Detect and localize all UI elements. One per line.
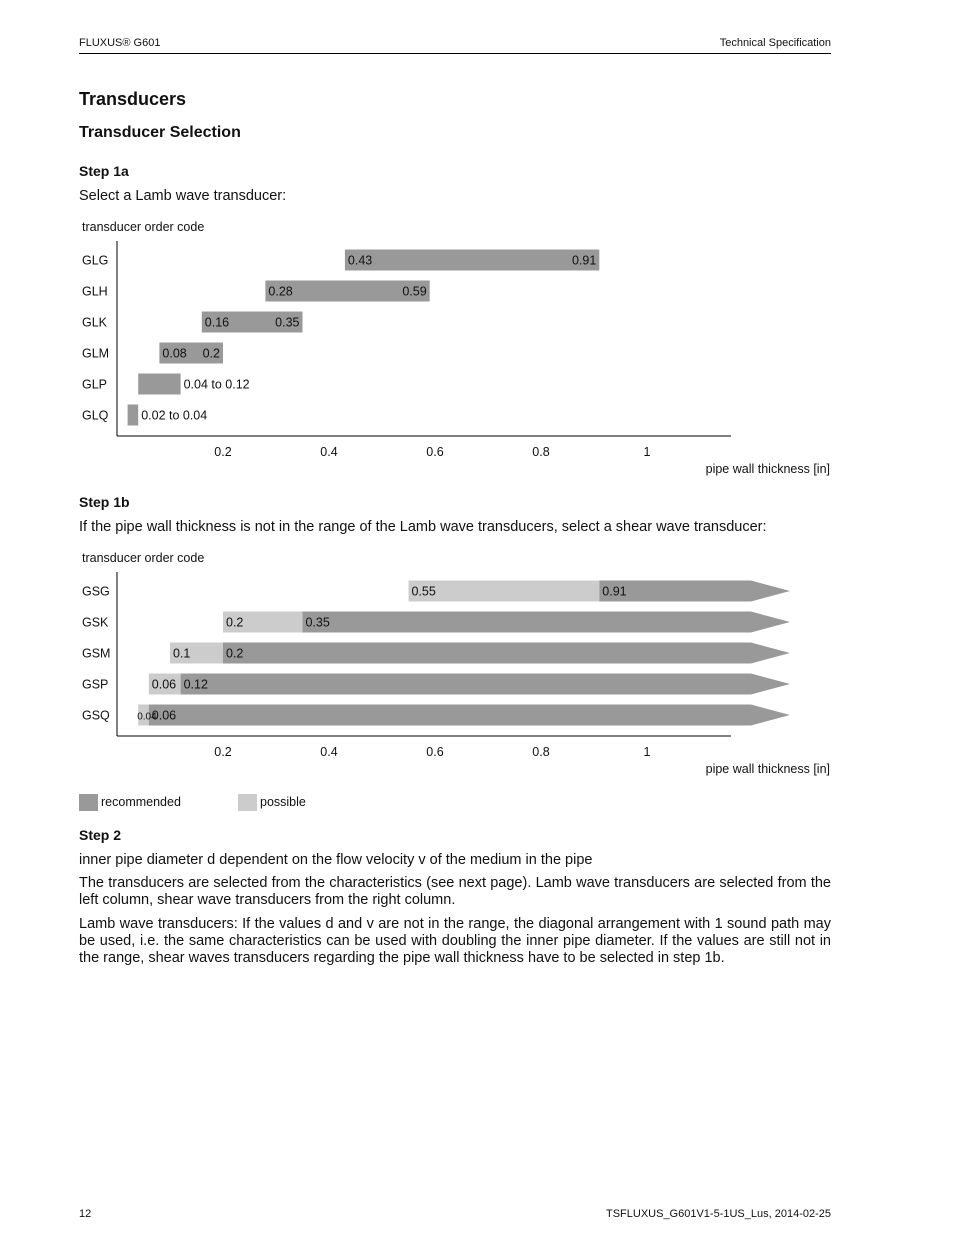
transducer-code-label: GSG <box>82 584 110 599</box>
range-start-label: 0.55 <box>411 584 436 599</box>
step2-heading: Step 2 <box>79 827 122 843</box>
x-tick-label: 1 <box>643 445 651 459</box>
x-tick-label: 0.8 <box>532 445 550 459</box>
step1a-heading: Step 1a <box>79 163 129 179</box>
x-axis-title: pipe wall thickness [in] <box>705 762 830 776</box>
possible-range-bar <box>409 581 600 602</box>
page-title: Transducers <box>79 89 187 109</box>
range-end-label: 0.2 <box>202 346 220 361</box>
range-start-label: 0.04 <box>137 711 157 723</box>
recommended-range-bar <box>128 405 139 426</box>
range-start-label: 0.16 <box>204 315 230 330</box>
step1b-heading: Step 1b <box>79 494 130 510</box>
footer-page-number: 12 <box>79 1208 92 1220</box>
header-rule <box>79 53 831 54</box>
header-product: FLUXUS® G601 <box>79 37 161 49</box>
range-start-label: 0.08 <box>162 346 187 361</box>
y-axis-title: transducer order code <box>82 220 205 234</box>
transducer-code-label: GLP <box>82 377 108 392</box>
transducer-code-label: GSK <box>82 615 109 630</box>
range-start-label: 0.28 <box>268 284 293 299</box>
x-tick-label: 0.6 <box>426 445 444 459</box>
legend-label-recommended: recommended <box>101 795 181 809</box>
recommended-start-label: 0.35 <box>305 615 330 630</box>
legend-label-possible: possible <box>260 795 306 809</box>
transducer-code-label: GSQ <box>82 708 110 723</box>
footer-doc-id: TSFLUXUS_G601V1-5-1US_Lus, 2014-02-25 <box>605 1208 831 1220</box>
recommended-range-arrow <box>223 643 790 664</box>
transducer-code-label: GLK <box>82 315 108 330</box>
recommended-start-label: 0.2 <box>226 646 244 661</box>
step2-paragraph-2: The transducers are selected from the characteristics (see next page). Lamb wave transducers are selected from the left column, shear wave transducers from the right column. <box>79 875 831 908</box>
transducer-code-label: GLG <box>82 253 109 268</box>
recommended-start-label: 0.12 <box>183 677 208 692</box>
x-tick-label: 0.4 <box>320 745 338 759</box>
transducer-code-label: GSM <box>82 646 111 661</box>
step2-paragraph-1: inner pipe diameter d dependent on the flow velocity v of the medium in the pipe <box>79 852 593 868</box>
transducer-code-label: GLQ <box>82 408 109 423</box>
recommended-range-bar <box>138 374 180 395</box>
range-start-label: 0.2 <box>226 615 244 630</box>
x-tick-label: 0.6 <box>426 745 444 759</box>
x-tick-label: 0.2 <box>214 745 232 759</box>
range-end-label: 0.91 <box>571 253 597 268</box>
transducer-code-label: GLM <box>82 346 110 361</box>
recommended-range-arrow <box>149 705 790 726</box>
range-start-label: 0.43 <box>347 253 373 268</box>
recommended-range-arrow <box>303 612 791 633</box>
x-tick-label: 0.4 <box>320 445 338 459</box>
recommended-start-label: 0.91 <box>602 584 627 599</box>
range-end-label: 0.59 <box>402 284 427 299</box>
step2-paragraph-3: Lamb wave transducers: If the values d and v are not in the range, the diagonal arrangement with 1 sound path may be used, i.e. the same characteristics can be used with doubling the inner pipe diameter. If the values are still not in the range, shear waves transducers regarding the pipe wall thickness have to be selected in step 1b. <box>79 916 831 966</box>
recommended-range-bar <box>345 250 599 271</box>
x-axis-title: pipe wall thickness [in] <box>705 462 830 476</box>
lamb-wave-chart <box>0 215 954 480</box>
transducer-code-label: GSP <box>82 677 109 692</box>
step1b-text: If the pipe wall thickness is not in the range of the Lamb wave transducers, select a shear wave transducer: <box>79 519 767 535</box>
y-axis-title: transducer order code <box>82 551 205 565</box>
recommended-range-arrow <box>599 581 790 602</box>
x-tick-label: 0.8 <box>532 745 550 759</box>
range-label: 0.02 to 0.04 <box>141 408 208 423</box>
x-tick-label: 0.2 <box>214 445 232 459</box>
page-subtitle: Transducer Selection <box>79 124 241 141</box>
x-tick-label: 1 <box>643 745 651 759</box>
step1a-text: Select a Lamb wave transducer: <box>79 188 287 204</box>
header-section: Technical Specification <box>719 37 831 49</box>
range-label: 0.04 to 0.12 <box>183 377 250 392</box>
recommended-start-label: 0.06 <box>151 708 177 723</box>
range-start-label: 0.06 <box>151 677 177 692</box>
legend-swatch-recommended <box>79 794 98 811</box>
transducer-code-label: GLH <box>82 284 108 299</box>
range-end-label: 0.35 <box>275 315 300 330</box>
shear-wave-chart <box>0 546 954 780</box>
recommended-range-arrow <box>181 674 790 695</box>
legend-swatch-possible <box>238 794 257 811</box>
range-start-label: 0.1 <box>173 646 191 661</box>
